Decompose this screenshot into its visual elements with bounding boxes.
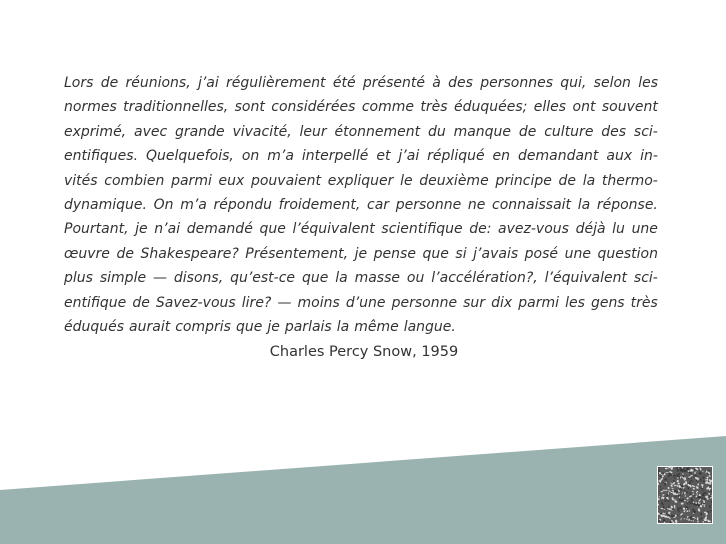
quote-line: plus simple — disons, qu’est-ce que la masse ou l’accélération?, l’équivalent sci- bbox=[64, 270, 658, 287]
quote-line: entifique de Savez-vous lire? — moins d’une personne sur dix parmi les gens très bbox=[64, 294, 658, 311]
quote-line: œuvre de Shakespeare? Présentement, je pense que si j’avais posé une question bbox=[64, 245, 658, 262]
quote-line: normes traditionnelles, sont considérées comme très éduquées; elles ont souvent bbox=[64, 99, 658, 116]
quote-line: dynamique. On m’a répondu froidement, car personne ne connaissait la réponse. bbox=[64, 196, 658, 213]
quote-attribution: Charles Percy Snow, 1959 bbox=[269, 344, 459, 360]
texture-thumbnail-image bbox=[657, 466, 713, 524]
quote-block bbox=[64, 71, 658, 339]
quote-line: vités combien parmi eux pouvaient expliquer le deuxième principe de la thermo- bbox=[64, 172, 658, 189]
quote-line: Lors de réunions, j’ai régulièrement été présenté à des personnes qui, selon les bbox=[64, 75, 658, 91]
quote-line: éduqués aurait compris que je parlais la même langue. bbox=[64, 318, 456, 335]
quote-line: entifiques. Quelquefois, on m’a interpellé et j’ai répliqué en demandant aux in- bbox=[64, 148, 658, 165]
quote-line: exprimé, avec grande vivacité, leur étonnement du manque de culture des sci- bbox=[64, 123, 658, 140]
quote-line: Pourtant, je n’ai demandé que l’équivalent scientifique de: avez-vous déjà lu une bbox=[64, 221, 658, 238]
